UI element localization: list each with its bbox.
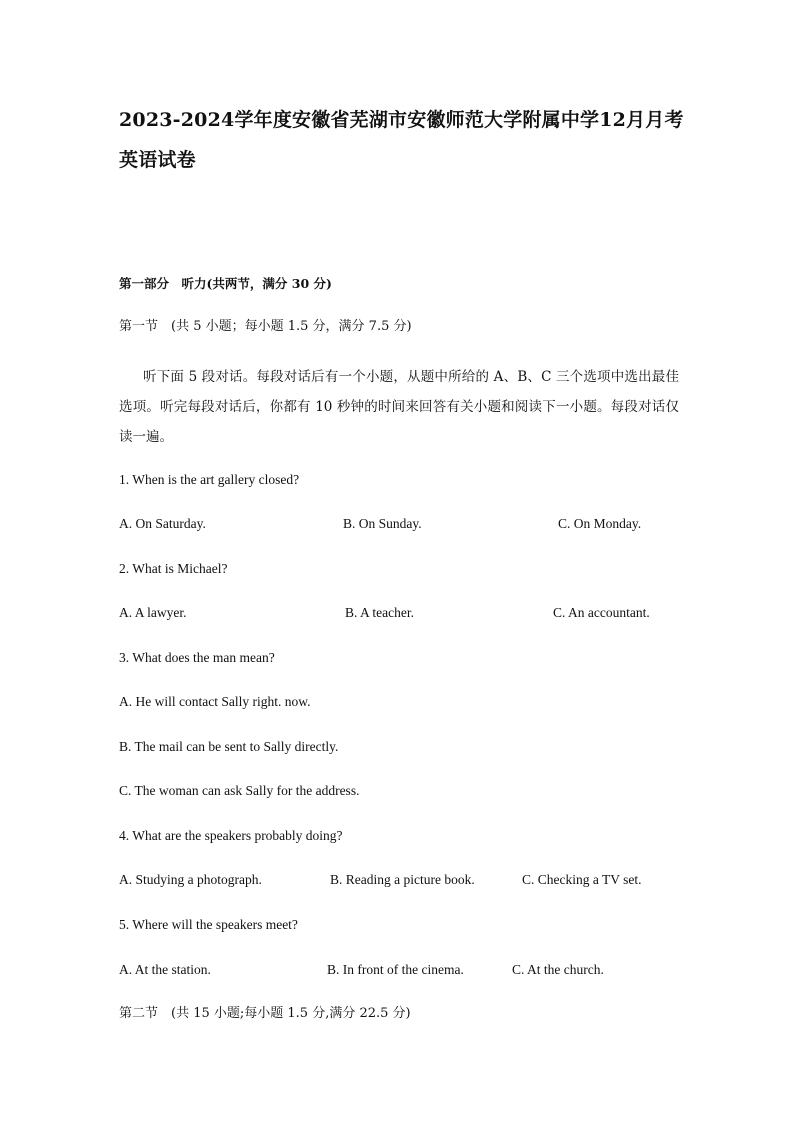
question-1-option-a: A. On Saturday.: [119, 516, 206, 531]
question-2-option-c: C. An accountant.: [553, 605, 650, 620]
question-1-option-b: B. On Sunday.: [343, 516, 422, 531]
question-1-option-c: C. On Monday.: [558, 516, 642, 531]
question-5-option-a: A. At the station.: [119, 962, 211, 977]
page-title: 2023-2024学年度安徽省芜湖市安徽师范大学附属中学12月月考英语试卷: [119, 109, 684, 171]
question-2-option-a: A. A lawyer.: [119, 605, 187, 620]
question-4-stem: 4. What are the speakers probably doing?: [119, 828, 343, 843]
question-3-option-c: C. The woman can ask Sally for the address.: [119, 783, 360, 798]
section2-heading: 第二节 (共 15 小题;每小题 1.5 分,满分 22.5 分): [119, 1006, 411, 1021]
question-2-stem: 2. What is Michael?: [119, 561, 228, 576]
question-5-option-b: B. In front of the cinema.: [327, 962, 464, 977]
question-4-option-c: C. Checking a TV set.: [522, 872, 642, 887]
question-3-stem: 3. What does the man mean?: [119, 650, 275, 665]
question-5-stem: 5. Where will the speakers meet?: [119, 917, 298, 932]
question-3-option-b: B. The mail can be sent to Sally directly.: [119, 739, 339, 754]
question-4-option-b: B. Reading a picture book.: [330, 872, 475, 887]
question-2-option-b: B. A teacher.: [345, 605, 414, 620]
part1-heading: 第一部分 听力(共两节，满分 30 分): [119, 276, 332, 291]
question-4-option-a: A. Studying a photograph.: [119, 872, 262, 887]
section1-instructions: 听下面 5 段对话。每段对话后有一个小题，从题中所给的 A、B、C 三个选项中选出最佳选项。听完每段对话后，你都有 10 秒钟的时间来回答有关小题和阅读下一小题。每段对话仅读一遍。: [119, 369, 679, 445]
question-5-option-c: C. At the church.: [512, 962, 604, 977]
section1-heading: 第一节 (共 5 小题；每小题 1.5 分，满分 7.5 分): [119, 319, 412, 334]
question-3-option-a: A. He will contact Sally right. now.: [119, 694, 311, 709]
question-1-stem: 1. When is the art gallery closed?: [119, 472, 300, 487]
